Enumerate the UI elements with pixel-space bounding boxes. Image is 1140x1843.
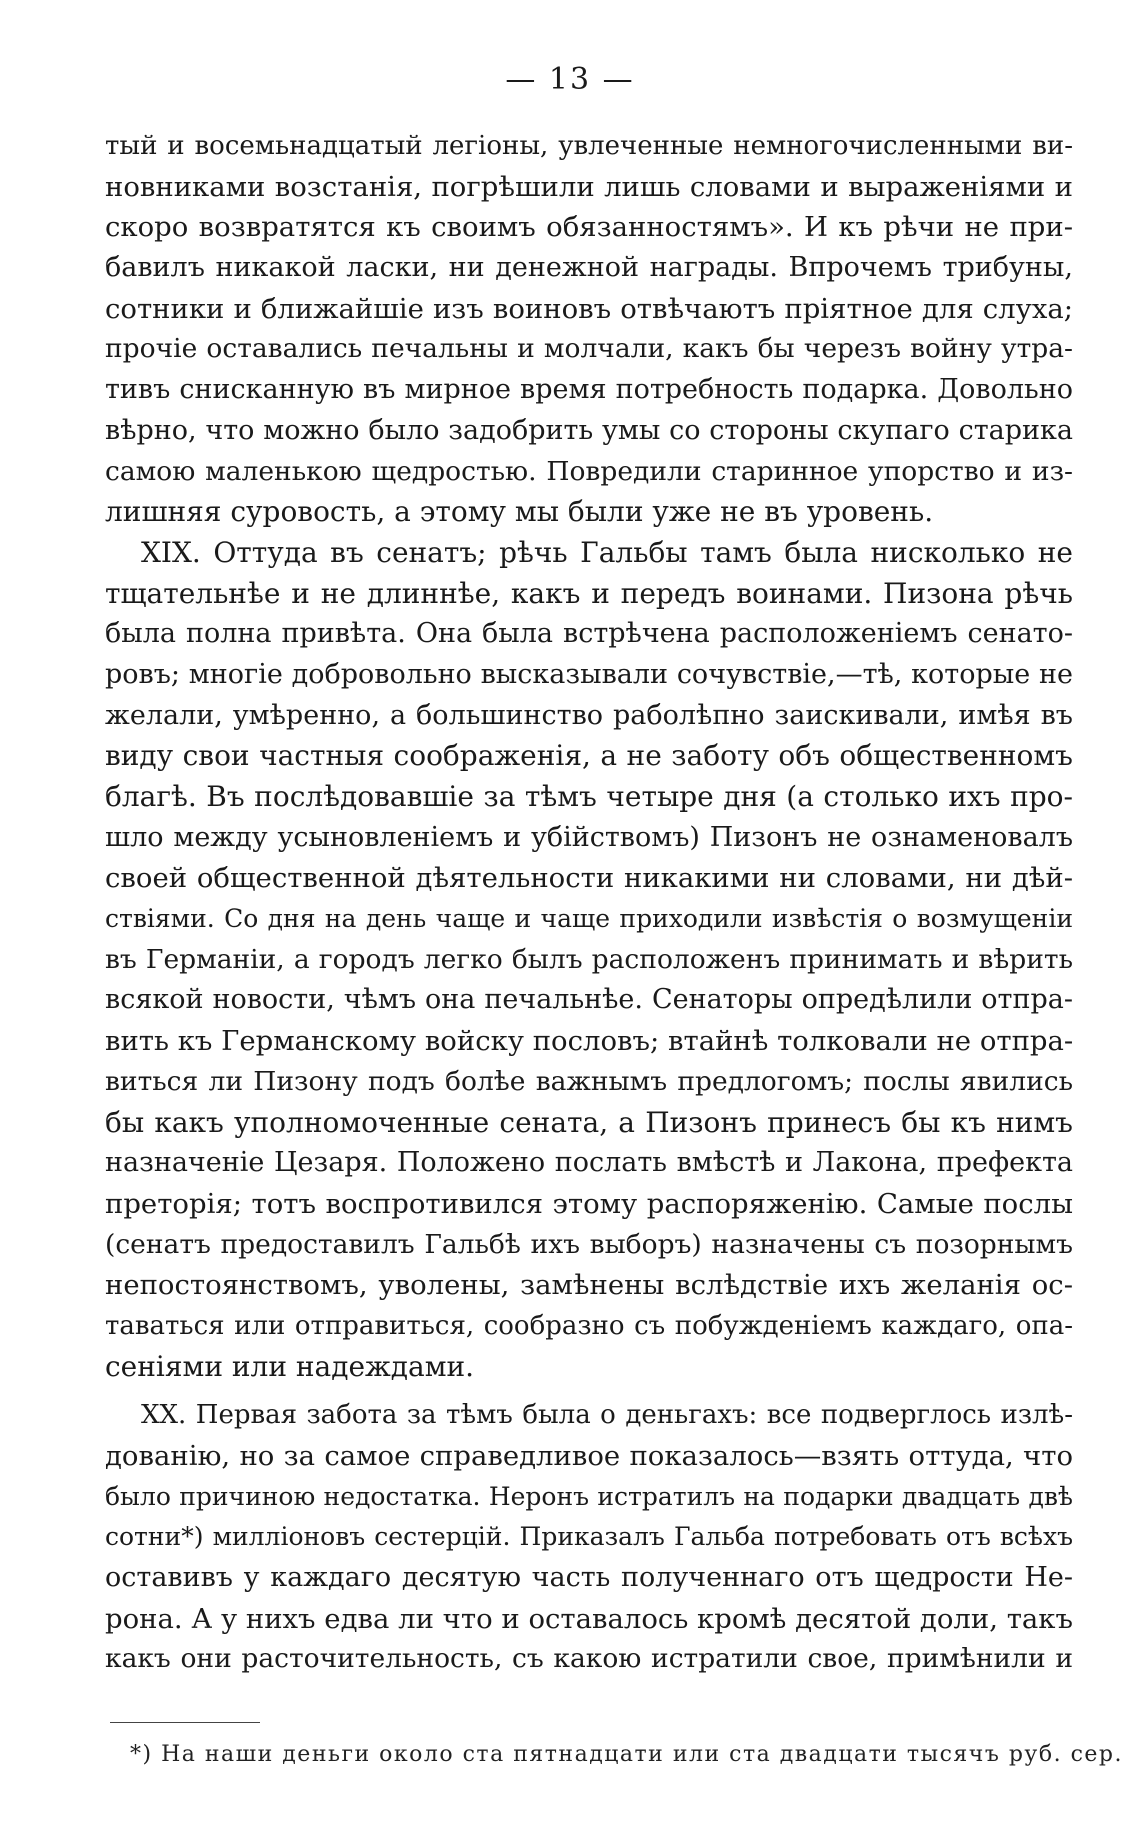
text-line: назначеніе Цезаря. Положено послать вмѣстѣ и Лакона, префекта (105, 1147, 1073, 1179)
text-line: самою маленькою щедростью. Повредили старинное упорство и из- (105, 455, 1073, 487)
footnote-divider (110, 1722, 260, 1723)
text-line: сотники и ближайшіе изъ воиновъ отвѣчаютъ пріятное для слуха; (105, 292, 1073, 325)
text-line: сотни*) милліоновъ сестерцій. Приказалъ Гальба потребовать отъ всѣхъ (105, 1522, 1073, 1552)
paragraph-2 (105, 533, 1073, 1387)
text-line: ровъ; многіе добровольно высказывали сочувствіе,—тѣ, которые не (105, 658, 1073, 690)
text-line: тивъ снисканную въ мирное время потребность подарка. Довольно (105, 374, 1073, 406)
text-line: ствіями. Со дня на день чаще и чаще приходили извѣстія о возмущеніи (105, 904, 1073, 934)
text-line: благѣ. Въ послѣдовавшіе за тѣмъ четыре дня (а столько ихъ про- (105, 780, 1073, 813)
text-line: вить къ Германскому войску пословъ; втайнѣ толковали не отпра- (105, 1025, 1074, 1058)
text-line: всякой новости, чѣмъ она печальнѣе. Сенаторы опредѣлили отпра- (105, 984, 1073, 1016)
text-line: лишняя суровость, а этому мы были уже не въ уровень. (105, 495, 934, 529)
text-line: своей общественной дѣятельности никакими ни словами, ни дѣй- (105, 862, 1073, 895)
text-line: рона. А у нихъ едва ли что и оставалось кромѣ десятой доли, такъ (105, 1602, 1073, 1635)
footnote: *) На наши деньги около ста пятнадцати или ста двадцати тысячъ руб. сер. (130, 1742, 1124, 1767)
text-line: виду свои частныя соображенія, а не заботу объ общественномъ (105, 739, 1073, 773)
paragraph-3 (105, 1395, 1073, 1680)
text-line: дованію, но за самое справедливое показалось—взять оттуда, что (105, 1440, 1073, 1472)
text-line: бы какъ уполномоченные сената, а Пизонъ принесъ бы къ нимъ (105, 1105, 1073, 1139)
text-line: бавилъ никакой ласки, ни денежной награды. Впрочемъ трибуны, (105, 252, 1073, 284)
text-line: желали, умѣренно, а большинство раболѣпно заискивали, имѣя въ (105, 699, 1073, 731)
page-number: — 13 — (505, 62, 635, 97)
text-line: виться ли Пизону подъ болѣе важнымъ предлогомъ; послы явились (105, 1065, 1073, 1097)
text-line: таваться или отправиться, сообразно съ побужденіемъ каждаго, опа- (105, 1310, 1073, 1341)
text-line: оставивъ у каждаго десятую часть полученнаго отъ щедрости Не- (105, 1562, 1073, 1594)
text-line: была полна привѣта. Она была встрѣчена расположеніемъ сенато- (105, 618, 1073, 650)
text-line: скоро возвратятся къ своимъ обязанностямъ». И къ рѣчи не при- (105, 211, 1073, 244)
paragraph-gap (105, 1387, 1073, 1395)
text-line: прочіе оставались печальны и молчали, какъ бы черезъ войну утра- (105, 333, 1073, 365)
text-line: сеніями или надеждами. (105, 1349, 475, 1383)
text-line: преторія; тотъ воспротивился этому распоряженію. Самые послы (105, 1187, 1073, 1220)
text-line: вѣрно, что можно было задобрить умы со стороны скупаго старика (105, 414, 1073, 446)
text-line: (сенатъ предоставилъ Гальбѣ ихъ выборъ) назначены съ позорнымъ (105, 1228, 1073, 1260)
text-line: непостоянствомъ, уволены, замѣнены вслѣдствіе ихъ желанія ос- (105, 1269, 1073, 1302)
paragraph-1 (105, 126, 1073, 533)
text-line: XX. Первая забота за тѣмъ была о деньгахъ: все подверглось излѣ- (141, 1400, 1073, 1431)
body-text (105, 126, 1073, 1680)
text-line: въ Германіи, а городъ легко былъ расположенъ принимать и вѣрить (105, 943, 1073, 975)
text-line: тый и восемьнадцатый легіоны, увлеченные немногочисленными ви- (105, 131, 1073, 161)
text-line: было причиною недостатка. Неронъ истратилъ на подарки двадцать двѣ (105, 1481, 1073, 1511)
text-line: шло между усыновленіемъ и убійствомъ) Пизонъ не ознаменовалъ (105, 821, 1073, 853)
text-line: новниками возстанія, погрѣшили лишь словами и выраженіями и (105, 170, 1073, 203)
text-line: какъ они расточительность, съ какою истратили свое, примѣнили и (105, 1643, 1073, 1675)
text-line: тщательнѣе и не длиннѣе, какъ и передъ воинами. Пизона рѣчь (105, 576, 1073, 610)
text-line: XIX. Оттуда въ сенатъ; рѣчь Гальбы тамъ была нисколько не (141, 535, 1073, 569)
